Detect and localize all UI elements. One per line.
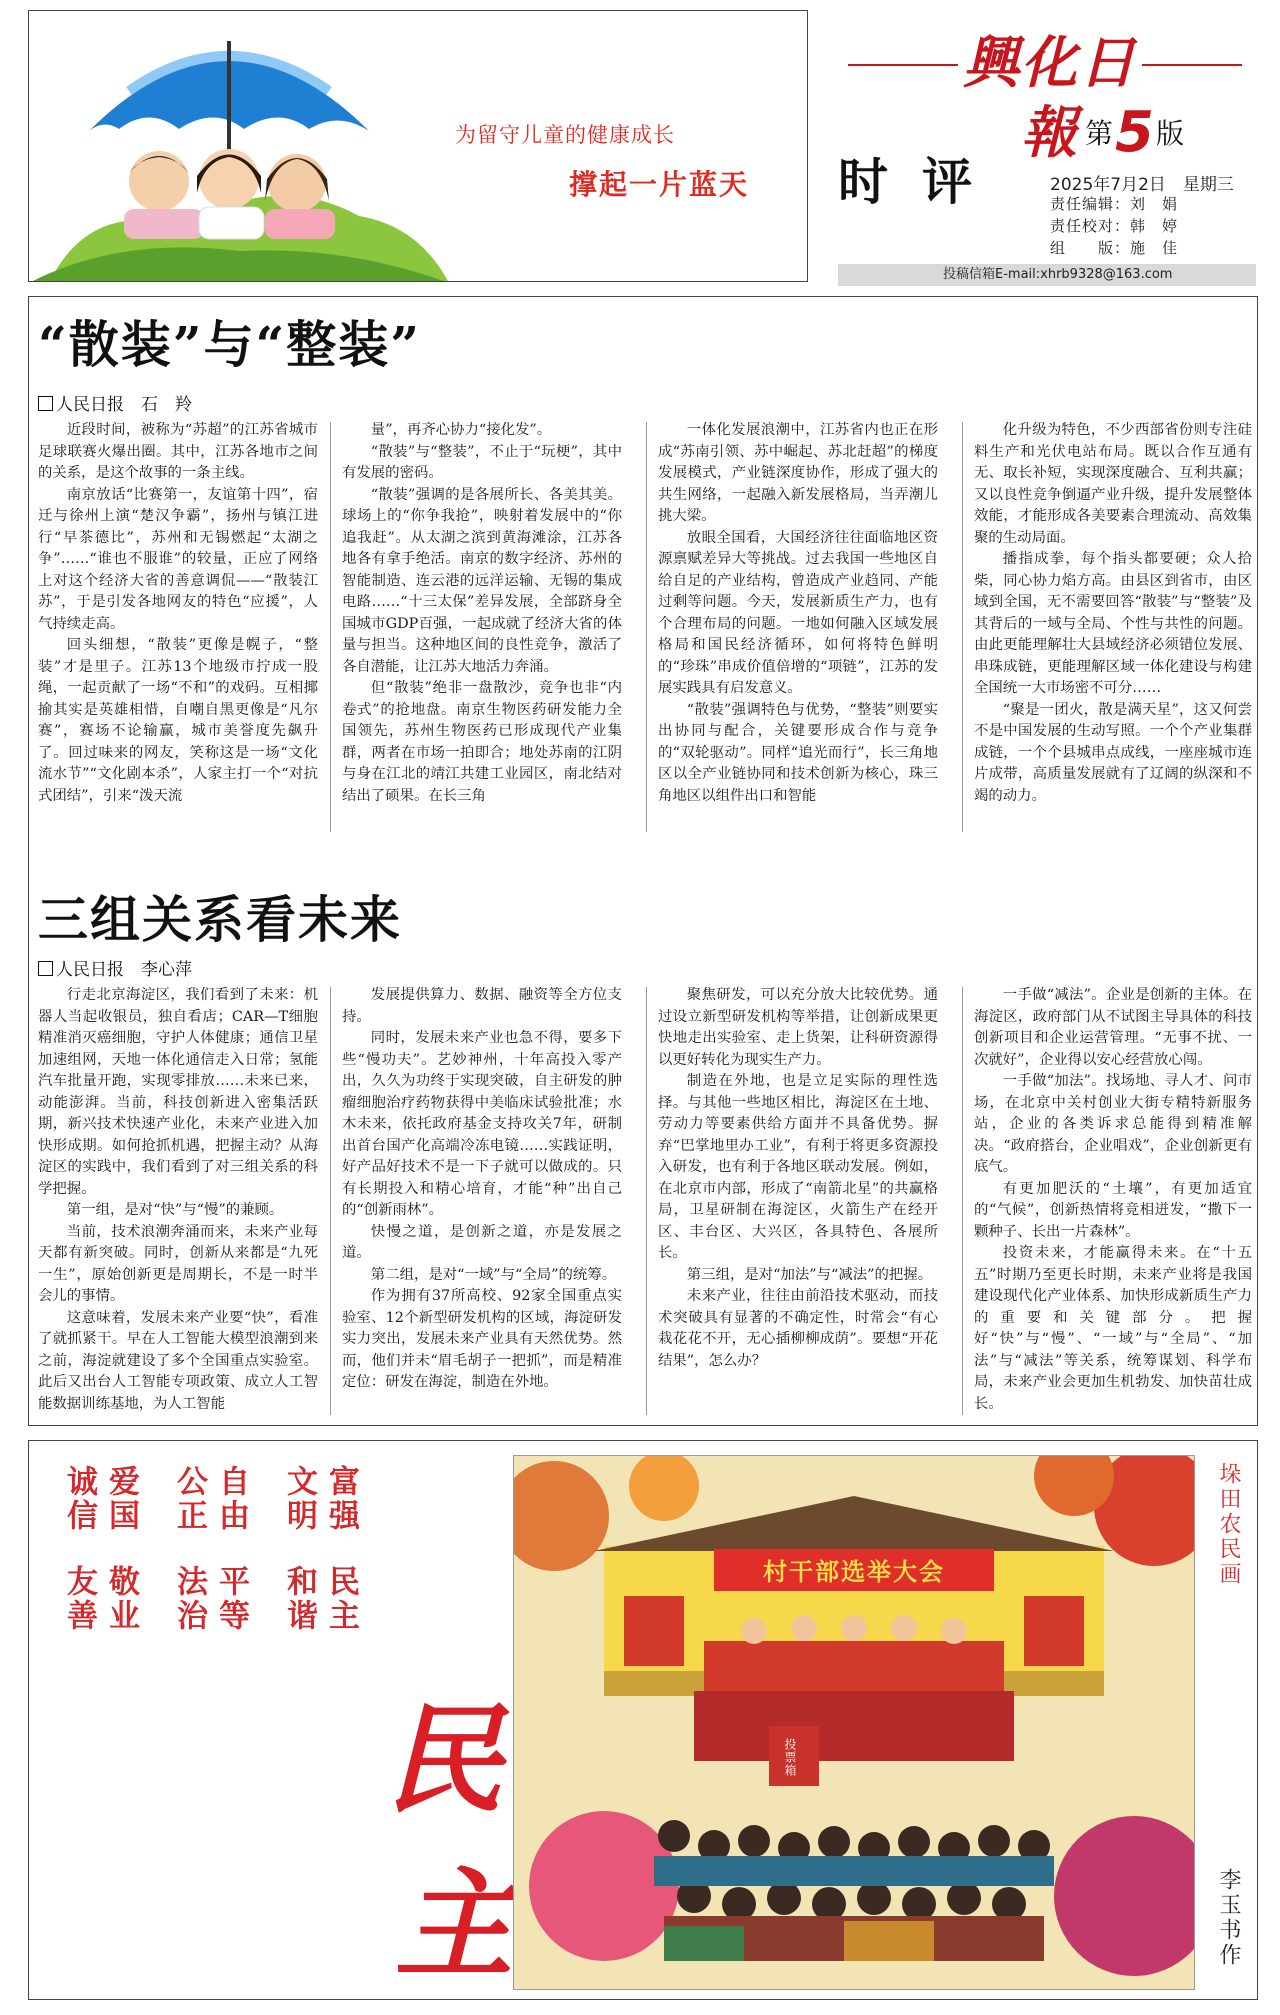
value-pair: 爱国 xyxy=(103,1465,139,1533)
paragraph: 一体化发展浪潮中，江苏省内也正在形成“苏南引领、苏中崛起、苏北赶超”的梯度发展模式，产业链深度协作，形成了强大的共生网络，一起融入新发展格局，当弄潮儿挑大梁。 xyxy=(658,422,938,524)
paragraph: 但“散装”绝非一盘散沙，竞争也非“内卷式”的抢地盘。南京生物医药研发能力全国领先，苏州生物医药已形成现代产业集群，两者在市场一拍即合；地处苏南的江阴与身在江北的靖江共建工业园区，南北结对结出了硕果。在长三角 xyxy=(342,680,622,804)
paragraph: 行走北京海淀区，我们看到了未来：机器人当起收银员，独自看店；CAR—T细胞精准消灭癌细胞，守护人体健康；通信卫星加速组网，天地一体化通信走入日常；氢能汽车批量开跑，实现零排放……未来已来，动能澎湃。当前，科技创新进入密集活跃期，新兴技术快速产业化，未来产业进入加快形成期。如何抢抓机遇，把握主动？从海淀区的实践中，我们看到了对三组关系的科学把握。 xyxy=(38,987,318,1197)
paragraph: 投资未来，才能赢得未来。在“十五五”时期乃至更长时期，未来产业将是我国建设现代化产业体系、加快形成新质生产力的重要和关键部分。把握好“快”与“慢”、“一域”与“全局”、“加法”与“减法”等关系，统筹谋划、科学布局，未来产业会更加生机勃发、加快苗壮成长。 xyxy=(974,1245,1252,1412)
byline-square-icon xyxy=(38,961,53,976)
layout-credit: 组 版：施 佳 xyxy=(1050,239,1179,257)
painting-banner-text: 村干部选举大会 xyxy=(763,1558,945,1586)
paragraph: “散装”强调特色与优势，“整装”则要实出协同与配合，关键要形成合作与竞争的“双轮驱动”。同样“追光而行”，长三角地区以全产业链协同和技术创新为核心，珠三角地区以组件出口和智能 xyxy=(658,701,938,804)
paragraph: 第一组，是对“快”与“慢”的兼顾。 xyxy=(66,1202,284,1218)
article1-byline xyxy=(38,390,192,415)
value-pair: 文明 xyxy=(281,1465,317,1533)
masthead-rule-right xyxy=(1142,64,1242,66)
paragraph: “聚是一团火，散是满天星”，这又何尝不是中国发展的生动写照。一个个产业集群成链，一个个县城串点成线，一座座城市连片成带，高质量发展就有了辽阔的纵深和不竭的动力。 xyxy=(974,701,1252,804)
paragraph: 一手做“减法”。企业是创新的主体。在海淀区，政府部门从不试图主导具体的科技创新项目和企业运营管理。“无事不扰、一次就好”，企业得以安心经营放心闯。 xyxy=(974,987,1252,1068)
paragraph: 放眼全国看，大国经济往往面临地区资源禀赋差异大等挑战。过去我国一些地区自给自足的产业结构，曾造成产业趋同、产能过剩等问题。今天，发展新质生产力，也有个合理布局的问题。一地如何融入区域发展格局和国民经济循环，如何将特色鲜明的“珍珠”串成价值倍增的“项链”，江苏的发展实践具有启发意义。 xyxy=(658,529,938,696)
paragraph: 一手做“加法”。找场地、寻人才、问市场，在北京中关村创业大街专精特新服务站，企业的各类诉求总能得到精准解决。“政府搭台，企业唱戏”，企业创新更有底气。 xyxy=(974,1073,1252,1175)
column-rule xyxy=(646,987,647,1415)
umbrella-children-illustration xyxy=(29,11,449,282)
calligraphy-char-2: 主 xyxy=(395,1855,514,1994)
newspaper-masthead: 興化日報 xyxy=(963,30,1137,166)
article2-byline xyxy=(38,955,192,980)
column-rule xyxy=(646,422,647,832)
value-pair: 友善 xyxy=(61,1565,97,1633)
article1-column-4 xyxy=(974,420,1252,835)
article2-column-1 xyxy=(38,985,318,1420)
page-prefix: 第 xyxy=(1085,117,1114,150)
value-pair: 平等 xyxy=(213,1565,249,1633)
column-rule xyxy=(962,422,963,832)
article1-headline[interactable]: “散装”与“整装” xyxy=(38,315,422,374)
value-pair: 和谐 xyxy=(281,1565,317,1633)
paragraph: 播指成拳，每个指头都要硬；众人拾柴，同心协力焰方高。由县区到省市，由区域到全国，无不需要回答“散装”与“整装”及其背后的一域与全局、个性与共性的问题。由此更能理解壮大县域经济必须错位发展、串珠成链，更能理解区域一体化建设与构建全国统一大市场密不可分…… xyxy=(974,551,1252,696)
paragraph: 第三组，是对“加法”与“减法”的把握。 xyxy=(686,1266,933,1283)
article1-source: 人民日报 xyxy=(56,395,124,415)
page-suffix: 版 xyxy=(1155,117,1184,150)
article2-source: 人民日报 xyxy=(56,960,124,980)
article2-column-3 xyxy=(658,985,938,1420)
ad-slogan-line2: 撑起一片蓝天 xyxy=(569,168,750,201)
article2-column-4 xyxy=(974,985,1252,1420)
paragraph: 有更加肥沃的“土壤”，有更加适宜的“气候”，创新热情将竞相迸发，“撒下一颗种子、长出一片森林”。 xyxy=(974,1180,1252,1240)
page-number-value: 5 xyxy=(1115,100,1154,165)
proofreader-credit: 责任校对：韩 婷 xyxy=(1050,217,1179,235)
paragraph: 当前，技术浪潮奔涌而来，未来产业每天都有新突破。同时，创新从来都是“九死一生”，原始创新更是周期长，不是一时半会儿的事情。 xyxy=(38,1223,318,1304)
paragraph: “散装”强调的是各展所长、各美其美。球场上的“你争我抢”，映射着发展中的“你追我赶”。从太湖之滨到黄海滩涂，江苏各地各有拿手绝活。南京的数字经济、苏州的智能制造、连云港的远洋运输、无锡的集成电路……“十三太保”差异发展，全部跻身全国城市GDP百强，一起成就了经济大省的体量与担当。这种地区间的良性竞争，激活了各自潜能，让江苏大地活力奔涌。 xyxy=(342,486,622,675)
painting-credit: 垛田农民画 xyxy=(1216,1462,1241,1587)
paragraph: 作为拥有37所高校、92家全国重点实验室、12个新型研发机构的区域，海淀研发实力突出，发展未来产业具有天然优势。然而，他们并未“眉毛胡子一把抓”，而是精准定位：研发在海淀，制造在外地。 xyxy=(342,1288,622,1390)
value-pair: 自由 xyxy=(213,1465,249,1533)
value-pair: 敬业 xyxy=(103,1565,139,1633)
article2-column-2 xyxy=(342,985,622,1420)
article2-author: 李心萍 xyxy=(141,960,192,980)
value-pair: 民主 xyxy=(323,1565,359,1633)
submission-email[interactable]: 投稿信箱E-mail:xhrb9328@163.com xyxy=(838,264,1256,286)
value-pair: 法治 xyxy=(171,1565,207,1633)
public-service-ad xyxy=(28,10,808,282)
paragraph: 发展提供算力、数据、融资等全方位支持。 xyxy=(342,987,622,1025)
paragraph: 同时，发展未来产业也急不得，要多下些“慢功夫”。艺妙神州，十年高投入零产出，久久为功终于实现突破，自主研发的肿瘤细胞治疗药物获得中美临床试验批准；水木未来，依托政府基金支持攻关7年，研制出首台国产化高端冷冻电镜……实践证明，好产品好技术不是一下子就可以做成的。只有长期投入和精心培育，才能“种”出自己的“创新雨林”。 xyxy=(342,1030,622,1218)
paragraph: 这意味着，发展未来产业要“快”，看准了就抓紧干。早在人工智能大模型浪潮到来之前，海淀就建设了多个全国重点实验室。此后又出台人工智能专项政策、成立人工智能数据训练基地，为人工智能 xyxy=(38,1309,318,1412)
paragraph: 未来产业，往往由前沿技术驱动，而技术突破具有显著的不确定性，时常会“有心栽花花不开，无心插柳柳成荫”。要想“开花结果”，怎么办？ xyxy=(658,1288,938,1369)
painting-artist: 李玉书作 xyxy=(1216,1868,1241,1968)
paragraph: 量”，再齐心协力“接化发”。 xyxy=(370,422,552,438)
article1-column-2 xyxy=(342,420,622,835)
paragraph: 近段时间，被称为“苏超”的江苏省城市足球联赛火爆出圈。其中，江苏各地市之间的关系，是这个故事的一条主线。 xyxy=(38,422,318,481)
value-pair: 富强 xyxy=(323,1465,359,1533)
byline-square-icon xyxy=(38,396,53,411)
election-painting-illustration xyxy=(514,1456,1195,1990)
issue-date: 2025年7月2日 星期三 xyxy=(1050,175,1234,195)
value-pair: 诚信 xyxy=(61,1465,97,1533)
article1-column-3 xyxy=(658,420,938,835)
paragraph: 快慢之道，是创新之道，亦是发展之道。 xyxy=(342,1223,622,1261)
column-rule xyxy=(330,422,331,832)
folk-painting xyxy=(513,1455,1195,1990)
paragraph: “散装”与“整装”，不止于“玩梗”，其中有发展的密码。 xyxy=(342,443,622,481)
paragraph: 制造在外地，也是立足实际的理性选择。与其他一些地区相比，海淀区在土地、劳动力等要素供给方面并不具备优势。摒弃“巴掌地里办工业”，有利于将更多资源投入研发，也有利于各地区联动发展。例如，在北京市内部，形成了“南箭北星”的共赢格局，卫星研制在海淀区，火箭生产在经开区、丰台区、大兴区，各具特色、各展所长。 xyxy=(658,1073,938,1261)
column-rule xyxy=(962,987,963,1415)
value-pair: 公正 xyxy=(171,1465,207,1533)
calligraphy-char-1: 民 xyxy=(385,1690,504,1829)
page-number xyxy=(1085,100,1184,165)
editor-credit: 责任编辑：刘 娟 xyxy=(1050,195,1179,213)
article1-column-1 xyxy=(38,420,318,835)
paragraph: 回头细想，“散装”更像是幌子，“整装”才是里子。江苏13个地级市拧成一股绳，一起贡献了一场“不和”的戏码。互相揶揄其实是英雄相惜，自嘲自黑更像是“凡尔赛”，赛场不论输赢，城市美誉度先飙升了。回过味来的网友，笑称这是一场“文化流水节”“文化剧本杀”，人家主打一个“对抗式团结”，引来“泼天流 xyxy=(38,637,318,804)
ad-slogan-line1: 为留守儿童的健康成长 xyxy=(455,123,675,147)
column-rule xyxy=(330,987,331,1415)
paragraph: 化升级为特色，不少西部省份则专注硅料生产和光伏电站布局。既以合作互通有无、取长补短，实现深度融合、互利共赢；又以良性竞争倒逼产业升级，提升发展整体效能，才能形成各美要素合理流动、高效集聚的生动局面。 xyxy=(974,422,1252,546)
article2-headline[interactable]: 三组关系看未来 xyxy=(38,890,402,949)
paragraph: 聚焦研发，可以充分放大比较优势。通过设立新型研发机构等举措，让创新成果更快地走出实验室、走上货架，让科研资源得以更好转化为现实生产力。 xyxy=(658,987,938,1068)
paragraph: 南京放话“比赛第一，友谊第十四”，宿迁与徐州上演“楚汉争霸”，扬州与镇江进行“早茶德比”，苏州和无锡燃起“太湖之争”……“谁也不服谁”的较量，正应了网络上对这个经济大省的善意调侃——“散装江苏”，于是引发各地网友的特色“应援”，人气持续走高。 xyxy=(38,486,318,632)
section-title: 时评 xyxy=(838,152,1006,211)
article1-author: 石 羚 xyxy=(141,395,192,415)
masthead-rule-left xyxy=(848,64,958,66)
ballot-box-label: 投票箱 xyxy=(783,1738,797,1777)
paragraph: 第二组，是对“一域”与“全局”的统筹。 xyxy=(370,1266,617,1283)
